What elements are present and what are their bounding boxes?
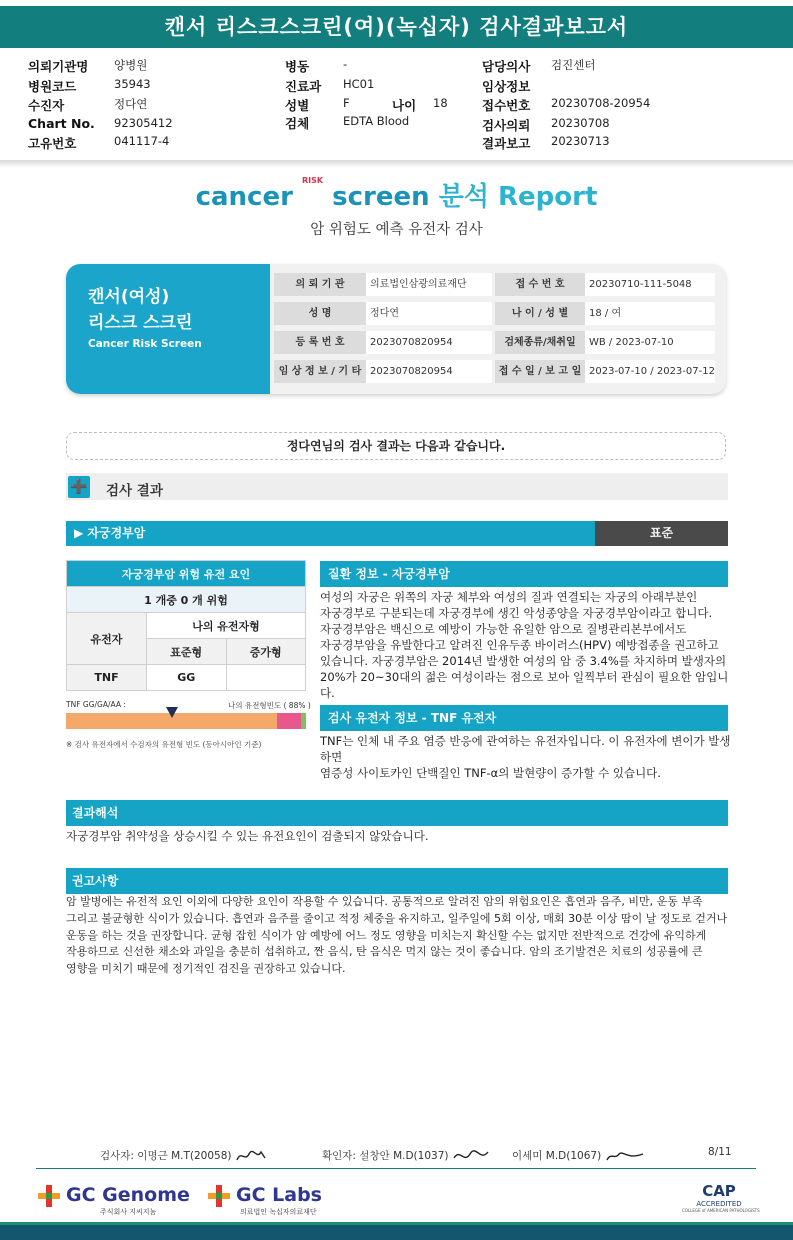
doctor-label: 담당의사: [482, 59, 531, 74]
add-box-icon: ➕: [68, 476, 90, 498]
card-label: 성 명: [274, 302, 366, 325]
card-value: 2023070820954: [366, 360, 492, 383]
risk-factor-table: [66, 560, 306, 691]
specimen-label: 검체: [285, 116, 310, 131]
confirmer-signature: [322, 1148, 492, 1164]
ward-label: 병동: [285, 59, 310, 74]
cap-text: CAP: [702, 1182, 736, 1200]
gene-name: TNF: [67, 665, 147, 691]
card-value: WB / 2023-07-10: [585, 331, 715, 354]
cap-college-text: COLLEGE of AMERICAN PATHOLOGISTS: [682, 1208, 760, 1213]
disease-info-line: 자궁경부암을 유발한다고 알려진 인유두종 바이러스(HPV) 예방접종을 권고하고: [320, 638, 719, 652]
request-date-label: 검사의뢰: [482, 118, 531, 133]
risk-count: 1 개중 0 개 위험: [67, 587, 306, 613]
cap-accredited-logo: [682, 1182, 760, 1213]
frequency-right-label: 나의 유전형빈도 ( 88% ): [228, 701, 311, 710]
disease-info-line: 자궁경부암은 백신으로 예방이 가능한 유일한 암으로 질병관리본부에서도: [320, 622, 687, 636]
gene-info-line: 염증성 사이토카인 단백질인 TNF-α의 발현량이 증가할 수 있습니다.: [320, 766, 661, 780]
card-value: 18 / 여: [585, 302, 715, 325]
signature-scribble-icon: [452, 1148, 492, 1164]
doctor-value: 검진센터: [551, 58, 596, 72]
logo-risk: RISK: [302, 176, 324, 185]
recommendation-line: 작용하므로 신선한 채소와 과일을 충분히 섭취하고, 짠 음식, 탄 음식은 먹지 않는 것이 좋습니다. 암의 조기발견은 치료의 성공률에 큰: [66, 945, 703, 959]
disease-info-line: 자궁경부로 구분되는데 자궁경부에 생긴 악성종양을 자궁경부암이라고 합니다.: [320, 606, 713, 620]
card-label: 의 뢰 기 관: [274, 273, 366, 296]
unique-no-value: 041117-4: [114, 134, 170, 148]
interpretation-header: 결과해석: [66, 800, 728, 826]
footer-divider: [36, 1168, 756, 1169]
result-status-badge: 표준: [595, 521, 728, 546]
report-date-value: 20230713: [551, 134, 610, 148]
gene-info-line: TNF는 인체 내 주요 염증 반응에 관여하는 유전자입니다. 이 유전자에 변이가 발생하면: [320, 734, 731, 764]
card-value: 정다연: [366, 302, 492, 325]
standard-type-header: 표준형: [147, 639, 227, 665]
risk-table-header: 자궁경부암 위험 유전 요인: [67, 561, 306, 587]
sex-value: F: [343, 96, 350, 110]
disease-info-line: 여성의 자궁은 위쪽의 자궁 체부와 여성의 질과 연결되는 자궁의 아래부분인: [320, 590, 698, 604]
chart-no-label: Chart No.: [28, 116, 95, 131]
hospital-name-value: 양병원: [114, 58, 148, 72]
gc-plus-icon: [38, 1185, 60, 1207]
frequency-bar-aa: [301, 713, 306, 729]
interpretation-text: 자궁경부암 취약성을 상승시킬 수 있는 유전요인이 검출되지 않았습니다.: [66, 829, 429, 843]
frequency-bar-gg: [66, 713, 306, 729]
card-label: 접 수 일 / 보 고 일: [495, 360, 585, 383]
standard-type-value: GG: [147, 665, 227, 691]
department-label: 진료과: [285, 79, 322, 94]
my-frequency-marker-icon: [166, 707, 178, 718]
header-divider: [0, 160, 793, 168]
card-label: 검체종류/채취일: [495, 331, 585, 354]
gc-genome-logo: GC Genome: [66, 1184, 190, 1206]
gene-info-text: [320, 733, 734, 781]
report-date-label: 결과보고: [482, 136, 531, 151]
receipt-no-value: 20230708-20954: [551, 96, 651, 110]
recommendation-line: 영향을 미치기 때문에 정기적인 검진을 권장하고 있습니다.: [66, 962, 346, 976]
result-greeting: 정다연님의 검사 결과는 다음과 같습니다.: [66, 432, 726, 460]
recommendation-line: 암 발병에는 유전적 요인 이외에 다양한 요인이 작용할 수 있습니다. 공통적으로 알려진 암의 위험요인은 흡연과 음주, 비만, 운동 부족: [66, 895, 703, 908]
footer-band-accent: [0, 1222, 793, 1225]
patient-value: 정다연: [114, 97, 148, 111]
card-value: 의료법인삼광의료재단: [366, 273, 492, 296]
hospital-code-value: 35943: [114, 77, 151, 91]
card-value: 2023-07-10 / 2023-07-12: [585, 360, 715, 383]
specimen-value: EDTA Blood: [343, 114, 410, 128]
recommendation-text: [66, 894, 736, 978]
disease-info-text: [320, 589, 734, 701]
section-header-bar: [66, 473, 728, 500]
gc-labs-subtitle: 의료법인 녹십자의료재단: [240, 1208, 317, 1216]
card-title-line2: 리스크 스크린: [88, 313, 193, 333]
confirmer-name: 확인자: 설창안 M.D(1037): [322, 1150, 449, 1162]
age-label: 나이: [392, 98, 417, 113]
recommendation-line: 운동을 하는 것을 권장합니다. 균형 잡힌 식이가 암 예방에 어느 정도 영향을 미치는지 확신할 수는 없지만 전반적으로 건강에 유익하게: [66, 928, 707, 942]
receipt-no-label: 접수번호: [482, 98, 531, 113]
card-value: 2023070820954: [366, 331, 492, 354]
patient-info-card: [66, 264, 726, 394]
gc-plus-icon: [208, 1185, 230, 1207]
gene-column-header: 유전자: [67, 613, 147, 665]
signature-scribble-icon: [605, 1148, 645, 1164]
report-subtitle: 암 위험도 예측 유전자 검사: [310, 222, 483, 238]
card-label: 나 이 / 성 별: [495, 302, 585, 325]
recommendation-header: 권고사항: [66, 868, 728, 894]
frequency-left-label: TNF GG/GA/AA :: [66, 700, 126, 709]
age-value: 18: [433, 96, 448, 110]
ward-value: -: [343, 57, 348, 71]
hospital-name-label: 의뢰기관명: [28, 59, 89, 74]
cancer-risk-screen-logo: [0, 176, 793, 213]
signature-scribble-icon: [235, 1148, 269, 1164]
report-title: 캔서 리스크스크린(여)(녹십자) 검사결과보고서: [0, 6, 793, 48]
chart-no-value: 92305412: [114, 116, 173, 130]
card-title-panel: [66, 264, 270, 394]
gc-genome-subtitle: 주식회사 지씨지놈: [100, 1208, 157, 1216]
frequency-bar-ga: [277, 713, 301, 729]
card-title-en: Cancer Risk Screen: [88, 338, 202, 350]
frequency-note: ※ 검사 유전자에서 수검자의 유전형 빈도 (동아시아인 기준): [66, 740, 262, 749]
inspector-name: 검사자: 이명근 M.T(20058): [100, 1150, 232, 1162]
logo-report: 분석 Report: [438, 182, 598, 212]
recommendation-line: 그리고 불균형한 식이가 있습니다. 흡연과 음주를 줄이고 적정 체중을 유지하고, 일주일에 5회 이상, 매회 30분 이상 땀이 날 정도로 걷거나: [66, 911, 728, 925]
inspector-signature: [100, 1148, 269, 1164]
confirmer2-name: 이세미 M.D(1067): [512, 1150, 602, 1162]
disease-info-line: 20%가 20~30대의 젊은 여성이라는 점으로 보아 일찍부터 관심이 필요한 암입니다.: [320, 670, 729, 700]
hospital-code-label: 병원코드: [28, 79, 77, 94]
confirmer2-signature: [512, 1148, 645, 1164]
card-label: 임 상 정 보 / 기 타: [274, 360, 366, 383]
increased-type-header: 증가형: [226, 639, 306, 665]
disease-name-bar: ▶ 자궁경부암: [66, 521, 595, 546]
department-value: HC01: [343, 77, 375, 91]
page-number: 8/11: [708, 1146, 732, 1158]
disease-info-line: 있습니다. 자궁경부암은 2014년 발생한 여성의 암 중 3.4%를 차지하며 발생자의: [320, 654, 727, 668]
cap-accredited-text: ACCREDITED: [696, 1200, 742, 1208]
sex-label: 성별: [285, 98, 310, 113]
gc-labs-logo: GC Labs: [236, 1184, 322, 1206]
patient-label: 수진자: [28, 98, 65, 113]
card-label: 등 록 번 호: [274, 331, 366, 354]
card-title-line1: 캔서(여성): [88, 287, 170, 307]
disease-info-header: 질환 정보 - 자궁경부암: [320, 561, 728, 587]
card-value: 20230710-111-5048: [585, 273, 715, 296]
my-genotype-header: 나의 유전자형: [147, 613, 306, 639]
unique-no-label: 고유번호: [28, 136, 77, 151]
logo-screen: screen: [332, 182, 430, 212]
gene-info-header: 검사 유전자 정보 - TNF 유전자: [320, 705, 728, 731]
logo-cancer: cancer: [195, 182, 293, 212]
section-title: 검사 결과: [106, 483, 163, 499]
clinical-info-label: 임상정보: [482, 79, 531, 94]
card-label: 접 수 번 호: [495, 273, 585, 296]
increased-type-value: [226, 665, 306, 691]
request-date-value: 20230708: [551, 116, 610, 130]
